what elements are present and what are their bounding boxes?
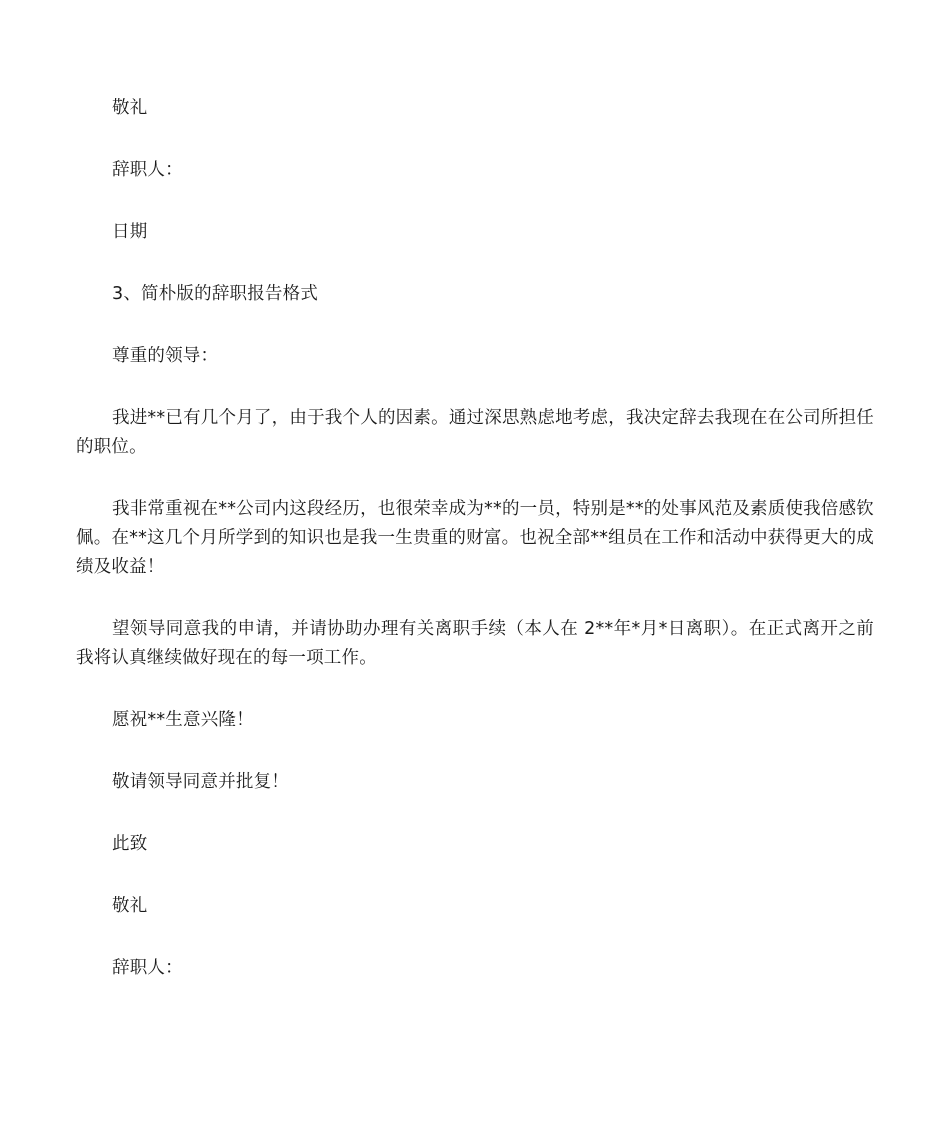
closing-phrase: 此致: [112, 834, 148, 854]
body-paragraph: 我进**已有几个月了，由于我个人的因素。通过深思熟虑地考虑，我决定辞去我现在在公司所担任的职位。: [76, 408, 874, 457]
closing-salute: 敬礼: [112, 98, 148, 118]
resigner-label: 辞职人：: [112, 160, 183, 180]
closing-salute: 敬礼: [112, 896, 148, 916]
greeting: 尊重的领导：: [112, 346, 219, 366]
body-paragraph: 望领导同意我的申请，并请协助办理有关离职手续（本人在 2**年*月*日离职）。在正式离开之前我将认真继续做好现在的每一项工作。: [76, 619, 874, 668]
body-paragraph: 我非常重视在**公司内这段经历，也很荣幸成为**的一员，特别是**的处事风范及素质使我倍感钦佩。在**这几个月所学到的知识也是我一生贵重的财富。也祝全部**组员在工作和活动中获得更大的成绩及收益！: [76, 499, 874, 577]
section-heading: 3、简朴版的辞职报告格式: [112, 284, 319, 304]
resigner-label: 辞职人：: [112, 958, 183, 978]
document-body: [76, 94, 874, 1016]
wish-line: 愿祝**生意兴隆！: [112, 710, 254, 730]
request-line: 敬请领导同意并批复！: [112, 772, 289, 792]
date-label: 日期: [112, 222, 148, 242]
